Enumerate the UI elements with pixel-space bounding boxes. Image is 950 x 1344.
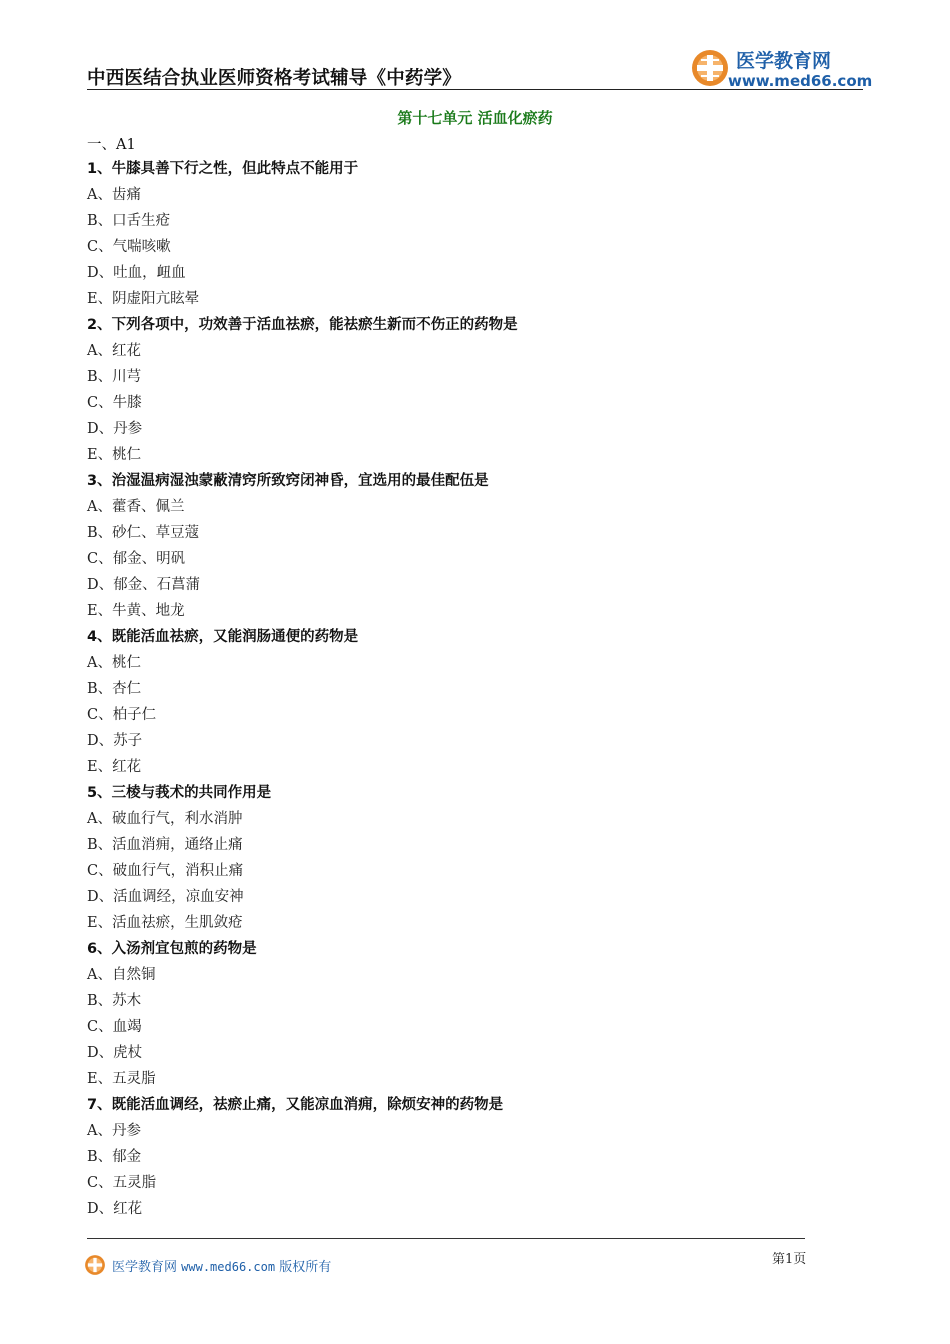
question-stem: 5、三棱与莪术的共同作用是: [87, 785, 272, 801]
answer-option: C、气喘咳嗽: [87, 239, 171, 255]
footer-logo-icon: [84, 1254, 106, 1276]
question-list: [87, 156, 847, 1222]
site-logo[interactable]: [690, 44, 873, 94]
answer-option: D、吐血，衄血: [87, 265, 186, 281]
footer-copyright: [112, 1256, 331, 1275]
unit-title: 第十七单元 活血化瘀药: [397, 109, 553, 127]
answer-option: B、杏仁: [87, 681, 142, 697]
answer-option: C、牛膝: [87, 395, 142, 411]
question-stem: 4、既能活血祛瘀，又能润肠通便的药物是: [87, 629, 359, 645]
footer-rights: 版权所有: [279, 1260, 332, 1275]
question-stem: 3、治湿温病湿浊蒙蔽清窍所致窍闭神昏，宜选用的最佳配伍是: [87, 473, 489, 489]
answer-option: B、郁金: [87, 1149, 142, 1165]
answer-option: D、活血调经，凉血安神: [87, 889, 244, 905]
answer-option: C、郁金、明矾: [87, 551, 186, 567]
question-stem: 2、下列各项中，功效善于活血祛瘀，能祛瘀生新而不伤正的药物是: [87, 317, 518, 333]
answer-option: C、五灵脂: [87, 1175, 157, 1191]
answer-option: A、藿香、佩兰: [87, 499, 185, 515]
footer-url[interactable]: www.med66.com: [181, 1260, 276, 1274]
page-number: 第1页: [772, 1252, 807, 1267]
answer-option: A、丹参: [87, 1123, 141, 1139]
answer-option: E、阴虚阳亢眩晕: [87, 291, 200, 307]
answer-option: D、丹参: [87, 421, 143, 437]
answer-option: B、活血消痈，通络止痛: [87, 837, 243, 853]
answer-option: C、血竭: [87, 1019, 142, 1035]
med66-cross-circle-icon: [690, 48, 730, 88]
question-stem: 6、入汤剂宜包煎的药物是: [87, 941, 257, 957]
answer-option: E、五灵脂: [87, 1071, 156, 1087]
footer-rule: [87, 1238, 805, 1239]
question-stem: 1、牛膝具善下行之性，但此特点不能用于: [87, 161, 359, 177]
header-title: 中西医结合执业医师资格考试辅导《中药学》: [87, 68, 462, 89]
answer-option: B、苏木: [87, 993, 142, 1009]
logo-site-url: www.med66.com: [728, 72, 873, 90]
footer-site-name: 医学教育网: [112, 1260, 178, 1275]
answer-option: A、破血行气，利水消肿: [87, 811, 243, 827]
answer-option: E、牛黄、地龙: [87, 603, 185, 619]
answer-option: D、苏子: [87, 733, 143, 749]
answer-option: D、红花: [87, 1201, 143, 1217]
answer-option: D、郁金、石菖蒲: [87, 577, 201, 593]
question-stem: 7、既能活血调经，祛瘀止痛，又能凉血消痈，除烦安神的药物是: [87, 1097, 504, 1113]
answer-option: B、砂仁、草豆蔻: [87, 525, 200, 541]
answer-option: A、齿痛: [87, 187, 141, 203]
answer-option: D、虎杖: [87, 1045, 143, 1061]
answer-option: A、红花: [87, 343, 141, 359]
answer-option: A、自然铜: [87, 967, 156, 983]
logo-site-name: 医学教育网: [736, 50, 832, 72]
answer-option: E、活血祛瘀，生肌敛疮: [87, 915, 243, 931]
answer-option: C、柏子仁: [87, 707, 157, 723]
answer-option: C、破血行气，消积止痛: [87, 863, 244, 879]
section-label: 一、A1: [87, 137, 136, 153]
answer-option: A、桃仁: [87, 655, 141, 671]
answer-option: E、红花: [87, 759, 142, 775]
answer-option: E、桃仁: [87, 447, 142, 463]
answer-option: B、口舌生疮: [87, 213, 171, 229]
answer-option: B、川芎: [87, 369, 142, 385]
